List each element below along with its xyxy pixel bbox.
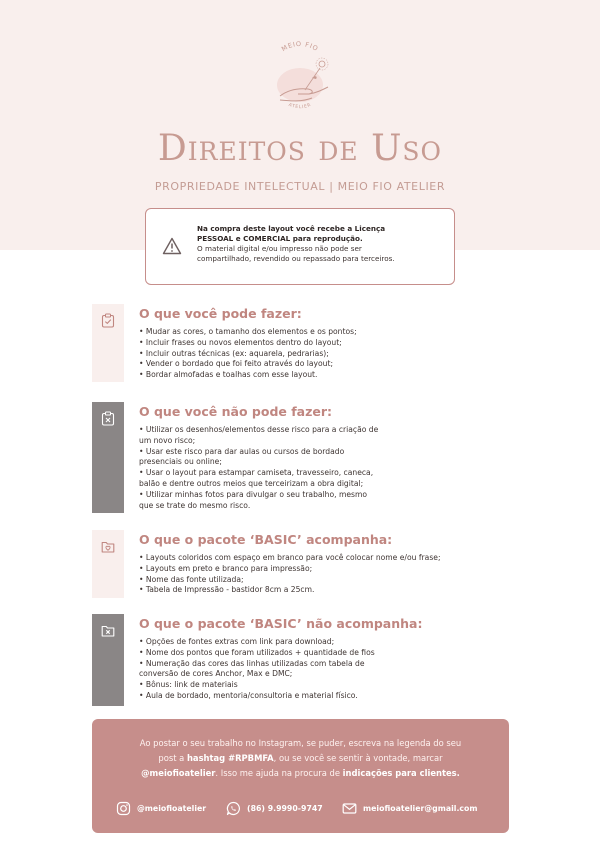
page-subtitle: PROPRIEDADE INTELECTUAL | MEIO FIO ATELIER: [154, 180, 446, 193]
whatsapp-contact[interactable]: [226, 799, 323, 817]
hashtag: hashtag #RPBMFA: [186, 753, 274, 763]
section-list: [139, 553, 511, 596]
email-contact[interactable]: [342, 799, 478, 817]
clipboard-x-icon: [101, 411, 115, 426]
list-item: • Usar este risco para dar aulas ou cursos de bordado presenciais ou online;: [139, 446, 345, 467]
list-item: • Bordar almofadas e toalhas com esse layout.: [139, 370, 318, 380]
section-basic-includes: [92, 530, 512, 600]
list-item: • Incluir outras técnicas (ex: aquarela, pedrarias);: [139, 348, 329, 358]
section-can-do: [92, 304, 512, 384]
footer-line-3: @meiofioatelier. Isso me ajuda na procura de indicações para clientes.: [141, 768, 460, 778]
whatsapp-icon: [226, 801, 241, 816]
contact-row: [92, 799, 509, 817]
section-icon-box: [92, 402, 124, 513]
footer-message: [102, 736, 499, 781]
meio-fio-logo: [250, 38, 350, 120]
page-title: Direitos de Uso: [157, 128, 443, 169]
section-title: O que você não pode fazer:: [139, 404, 333, 419]
list-item: • Bônus: link de materiais: [139, 680, 238, 690]
license-notice: [145, 208, 455, 285]
section-icon-box: [92, 304, 124, 382]
list-item: • Nome dos pontos que foram utilizados + quantidade de fios: [139, 647, 375, 657]
notice-line-3: O material digital e/ou impresso não pode ser: [197, 244, 362, 253]
section-list: [139, 327, 511, 381]
warning-icon: [162, 237, 182, 255]
list-item: • Usar o layout para estampar camiseta, travesseiro, caneca, balão e dentre outros meios que terceirizam a obra digital;: [139, 468, 374, 488]
folder-heart-icon: [101, 539, 115, 554]
section-basic-excludes: [92, 614, 512, 708]
section-cannot-do: [92, 402, 512, 514]
folder-x-icon: [101, 623, 115, 638]
email-icon: [342, 801, 357, 816]
list-item: • Vender o bordado que foi feito através do layout;: [139, 359, 334, 369]
list-item: • Numeração das cores das linhas utilizadas com tabela de conversão de cores Anchor, Max e DMC;: [139, 658, 365, 679]
notice-line-2: PESSOAL e COMERCIAL para reprodução.: [197, 234, 363, 243]
instagram-icon: [116, 801, 131, 816]
list-item: • Utilizar os desenhos/elementos desse risco para a criação de um novo risco;: [139, 425, 379, 445]
section-title: O que o pacote ‘BASIC’ acompanha:: [139, 532, 393, 547]
list-item: • Mudar as cores, o tamanho dos elementos e os pontos;: [139, 327, 357, 336]
list-item: • Layouts coloridos com espaço em branco para você colocar nome e/ou frase;: [139, 553, 441, 562]
list-item: • Utilizar minhas fotos para divulgar o seu trabalho, mesmo que se trate do mesmo risco.: [139, 489, 368, 510]
list-item: • Nome das fonte utilizada;: [139, 574, 244, 584]
section-title: O que o pacote ‘BASIC’ não acompanha:: [139, 616, 423, 631]
list-item: • Aula de bordado, mentoria/consultoria e material físico.: [139, 690, 358, 700]
section-list: [139, 637, 511, 702]
instagram-contact[interactable]: [116, 799, 206, 817]
indications-text: indicações para clientes.: [342, 768, 460, 778]
handle-mention: @meiofioatelier: [141, 768, 216, 778]
svg-text:ATELIER: [288, 102, 313, 110]
email-address: meiofioatelier@gmail.com: [363, 803, 478, 813]
footer-line-2: post a hashtag #RPBMFA, ou se você se sentir à vontade, marcar: [158, 753, 443, 763]
list-item: • Tabela de Impressão - bastidor 8cm a 25cm.: [139, 585, 315, 595]
clipboard-check-icon: [101, 313, 115, 328]
instagram-handle: @meiofioatelier: [137, 803, 207, 813]
section-icon-box: [92, 530, 124, 598]
list-item: • Opções de fontes extras com link para download;: [139, 637, 335, 646]
list-item: • Layouts em preto e branco para impressão;: [139, 563, 313, 573]
svg-text:MEIO FIO: [280, 40, 320, 53]
footer-line-1: Ao postar o seu trabalho no Instagram, se puder, escreva na legenda do seu: [139, 738, 462, 748]
whatsapp-number: (86) 9.9990-9747: [247, 803, 323, 813]
section-icon-box: [92, 614, 124, 706]
logo-brand-top: MEIO FIO: [280, 39, 320, 54]
notice-line-1: Na compra deste layout você recebe a Licença: [197, 224, 386, 233]
section-list: [139, 425, 511, 511]
section-title: O que você pode fazer:: [139, 306, 302, 321]
footer-banner: [92, 719, 509, 833]
logo-brand-bottom: ATELIER: [287, 102, 313, 111]
notice-text: [197, 224, 447, 264]
notice-line-4: compartilhado, revendido ou repassado para terceiros.: [197, 254, 395, 263]
list-item: • Incluir frases ou novos elementos dentro do layout;: [139, 337, 342, 347]
